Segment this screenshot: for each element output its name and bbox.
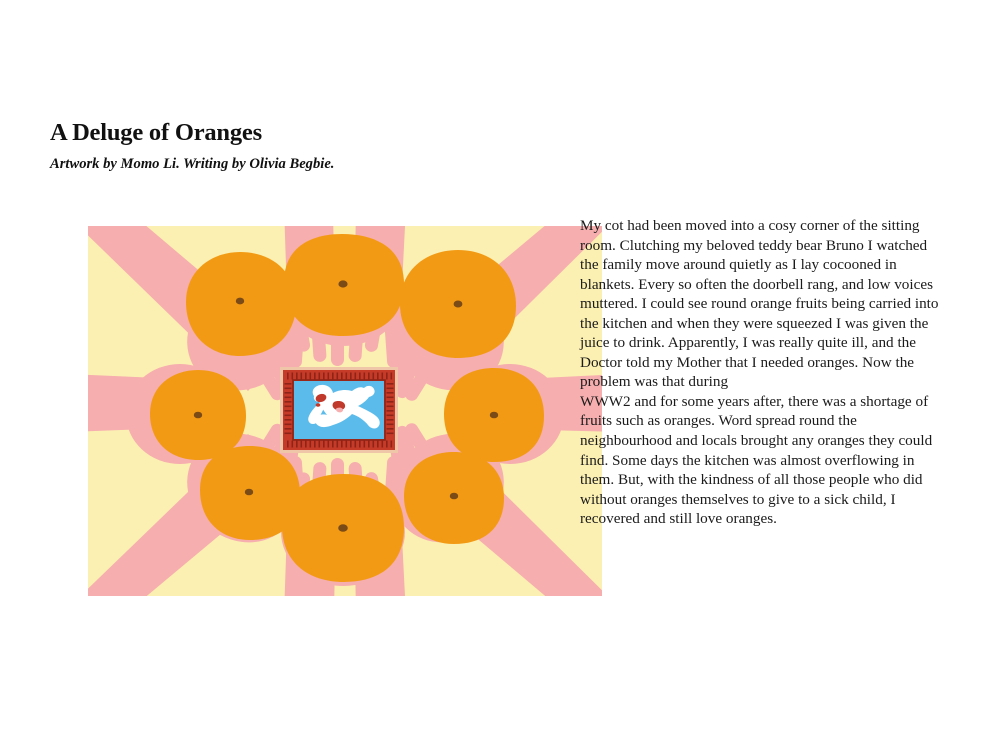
article-paragraph-1: My cot had been moved into a cosy corner of the sitting room. Clutching my beloved teddy bear Bruno I watched the family move around quietly as I lay cocooned in blankets. Every so often the doorbell rang, and low voices muttered. I could see round orange fruits being carried into the kitchen and when they were squeezed I was given the juice to drink. Apparently, I was really quite ill, and the Doctor told my Mother that I needed oranges. Now the problem was that during xyxy=(580,217,939,391)
oranges-illustration xyxy=(88,226,602,596)
article-header xyxy=(50,120,570,173)
orange-top-center xyxy=(284,234,404,336)
byline-credits: Artwork by Momo Li. Writing by Olivia Begbie. xyxy=(50,155,335,172)
orange-top-left xyxy=(186,252,296,356)
dog-eye xyxy=(316,403,321,407)
orange-stem xyxy=(338,280,347,287)
illustration-figure xyxy=(88,226,602,596)
orange-stem xyxy=(490,412,498,419)
orange-stem xyxy=(236,298,244,305)
article-body-text xyxy=(580,216,940,529)
orange-bottom-center xyxy=(282,474,404,582)
orange-stem xyxy=(245,489,253,496)
orange-stem xyxy=(338,524,348,532)
orange-bottom-right xyxy=(404,452,504,544)
orange-top-right xyxy=(400,250,516,358)
page-title: A Deluge of Oranges xyxy=(50,119,262,146)
orange-stem xyxy=(450,493,458,500)
orange-stem xyxy=(454,301,463,308)
framed-picture xyxy=(280,367,398,453)
article-paragraph-2: WWW2 and for some years after, there was a shortage of fruits such as oranges. Word spread round the neighbourhood and locals brought any oranges they could find. Some days the kitchen was almost overflowing in them. But, with the kindness of all those people who did without oranges themselves to give to a sick child, I recovered and still love oranges. xyxy=(580,392,933,528)
orange-left xyxy=(150,370,246,460)
orange-stem xyxy=(194,412,202,419)
orange-right xyxy=(444,368,544,462)
